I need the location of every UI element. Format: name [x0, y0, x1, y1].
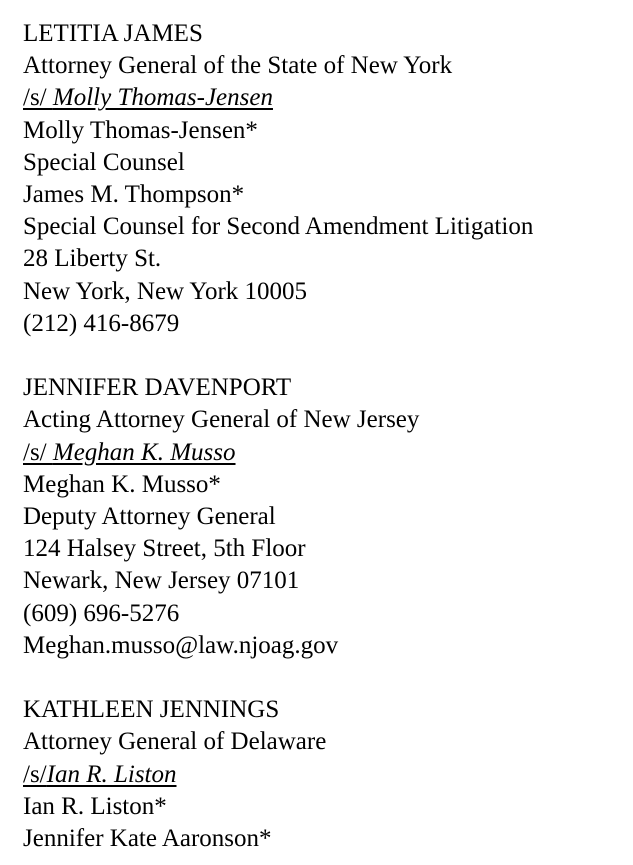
attorney-general-title: Attorney General of the State of New York: [23, 52, 453, 80]
block-spacer: [23, 340, 623, 372]
block-spacer: [23, 662, 623, 694]
city-state-zip: New York, New York 10005: [23, 277, 308, 305]
attorney-general-name: LETITIA JAMES: [23, 20, 203, 47]
co-signer-title: Special Counsel for Second Amendment Litigation: [23, 213, 534, 241]
signature-prefix: /s/: [23, 84, 53, 112]
signature-block-new-jersey: [23, 372, 623, 662]
signer-title: Special Counsel: [23, 148, 185, 176]
signature-name: Ian R. Liston: [46, 760, 177, 788]
signature-block-new-york: [23, 18, 623, 340]
phone-number: (212) 416-8679: [23, 309, 180, 337]
electronic-signature: [23, 82, 623, 114]
signer-name: Meghan K. Musso*: [23, 470, 221, 498]
attorney-general-title: Acting Attorney General of New Jersey: [23, 406, 420, 434]
signature-name: Meghan K. Musso: [52, 438, 236, 466]
co-signer-name: Jennifer Kate Aaronson*: [23, 825, 272, 853]
co-signer-name: James M. Thompson*: [23, 181, 245, 209]
signature-prefix: /s/: [23, 438, 53, 466]
attorney-general-title: Attorney General of Delaware: [23, 728, 327, 756]
signature-page: [23, 18, 623, 855]
signer-title: Deputy Attorney General: [23, 503, 276, 531]
electronic-signature: [23, 759, 623, 791]
signature-prefix: /s/: [23, 760, 47, 788]
attorney-general-name: KATHLEEN JENNINGS: [23, 696, 280, 724]
street-address: 124 Halsey Street, 5th Floor: [23, 535, 306, 563]
signer-name: Ian R. Liston*: [23, 792, 167, 820]
phone-number: (609) 696-5276: [23, 599, 180, 627]
city-state-zip: Newark, New Jersey 07101: [23, 567, 300, 595]
electronic-signature: [23, 437, 623, 469]
email-address: Meghan.musso@law.njoag.gov: [23, 631, 339, 659]
signer-name: Molly Thomas-Jensen*: [23, 116, 258, 144]
signature-block-delaware: [23, 694, 623, 855]
attorney-general-name: JENNIFER DAVENPORT: [23, 374, 292, 402]
street-address: 28 Liberty St.: [23, 245, 162, 273]
signature-name: Molly Thomas-Jensen: [52, 84, 273, 112]
